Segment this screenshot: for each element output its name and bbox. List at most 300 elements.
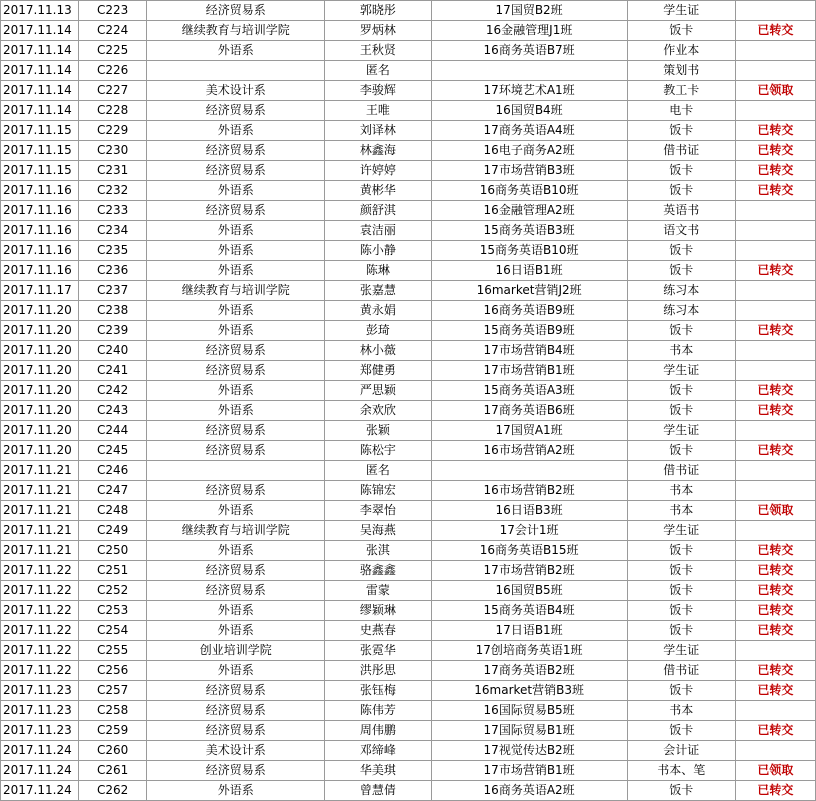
cell-code[interactable]: C224 <box>79 21 147 41</box>
cell-item[interactable]: 饭卡 <box>627 721 735 741</box>
cell-code[interactable]: C223 <box>79 1 147 21</box>
cell-name[interactable]: 王唯 <box>325 101 431 121</box>
table-row[interactable] <box>1 281 816 301</box>
cell-code[interactable]: C247 <box>79 481 147 501</box>
cell-dept[interactable]: 外语系 <box>147 541 325 561</box>
cell-date[interactable]: 2017.11.21 <box>1 461 79 481</box>
cell-date[interactable]: 2017.11.24 <box>1 741 79 761</box>
cell-dept[interactable]: 外语系 <box>147 321 325 341</box>
cell-date[interactable]: 2017.11.21 <box>1 521 79 541</box>
cell-item[interactable]: 饭卡 <box>627 181 735 201</box>
cell-class[interactable]: 17市场营销B1班 <box>431 361 627 381</box>
cell-name[interactable]: 黄彬华 <box>325 181 431 201</box>
table-row[interactable] <box>1 401 816 421</box>
cell-name[interactable]: 华美琪 <box>325 761 431 781</box>
table-row[interactable] <box>1 1 816 21</box>
cell-class[interactable]: 16market营销J2班 <box>431 281 627 301</box>
cell-item[interactable]: 饭卡 <box>627 581 735 601</box>
cell-code[interactable]: C237 <box>79 281 147 301</box>
cell-item[interactable]: 学生证 <box>627 521 735 541</box>
cell-date[interactable]: 2017.11.23 <box>1 701 79 721</box>
cell-class[interactable]: 17会计1班 <box>431 521 627 541</box>
cell-item[interactable]: 饭卡 <box>627 621 735 641</box>
cell-date[interactable]: 2017.11.20 <box>1 361 79 381</box>
cell-dept[interactable]: 美术设计系 <box>147 81 325 101</box>
cell-dept[interactable]: 经济贸易系 <box>147 721 325 741</box>
cell-status[interactable]: 已领取 <box>735 81 815 101</box>
cell-status[interactable]: 已转交 <box>735 441 815 461</box>
table-row[interactable] <box>1 41 816 61</box>
cell-dept[interactable]: 外语系 <box>147 621 325 641</box>
cell-item[interactable]: 饭卡 <box>627 401 735 421</box>
cell-dept[interactable]: 经济贸易系 <box>147 421 325 441</box>
cell-date[interactable]: 2017.11.20 <box>1 421 79 441</box>
cell-name[interactable]: 匿名 <box>325 61 431 81</box>
cell-status[interactable] <box>735 61 815 81</box>
cell-name[interactable]: 史燕春 <box>325 621 431 641</box>
cell-date[interactable]: 2017.11.23 <box>1 681 79 701</box>
cell-status[interactable] <box>735 241 815 261</box>
cell-status[interactable]: 已转交 <box>735 181 815 201</box>
cell-name[interactable]: 张淇 <box>325 541 431 561</box>
cell-dept[interactable]: 外语系 <box>147 781 325 801</box>
cell-name[interactable]: 刘译林 <box>325 121 431 141</box>
cell-item[interactable]: 饭卡 <box>627 121 735 141</box>
cell-item[interactable]: 饭卡 <box>627 681 735 701</box>
cell-code[interactable]: C226 <box>79 61 147 81</box>
cell-item[interactable]: 学生证 <box>627 421 735 441</box>
cell-class[interactable]: 16电子商务A2班 <box>431 141 627 161</box>
cell-dept[interactable]: 继续教育与培训学院 <box>147 521 325 541</box>
cell-dept[interactable]: 经济贸易系 <box>147 101 325 121</box>
cell-name[interactable]: 黄永娟 <box>325 301 431 321</box>
cell-dept[interactable]: 外语系 <box>147 381 325 401</box>
table-row[interactable] <box>1 521 816 541</box>
cell-dept[interactable]: 外语系 <box>147 601 325 621</box>
cell-item[interactable]: 借书证 <box>627 461 735 481</box>
cell-dept[interactable]: 经济贸易系 <box>147 761 325 781</box>
cell-code[interactable]: C250 <box>79 541 147 561</box>
cell-code[interactable]: C239 <box>79 321 147 341</box>
cell-class[interactable]: 16国际贸易B5班 <box>431 701 627 721</box>
cell-date[interactable]: 2017.11.17 <box>1 281 79 301</box>
cell-status[interactable]: 已转交 <box>735 541 815 561</box>
cell-date[interactable]: 2017.11.16 <box>1 221 79 241</box>
cell-date[interactable]: 2017.11.16 <box>1 181 79 201</box>
cell-status[interactable]: 已转交 <box>735 261 815 281</box>
cell-code[interactable]: C256 <box>79 661 147 681</box>
cell-class[interactable]: 17日语B1班 <box>431 621 627 641</box>
cell-dept[interactable]: 外语系 <box>147 121 325 141</box>
cell-class[interactable]: 16国贸B4班 <box>431 101 627 121</box>
cell-item[interactable]: 饭卡 <box>627 261 735 281</box>
cell-item[interactable]: 作业本 <box>627 41 735 61</box>
cell-class[interactable]: 17国际贸易B1班 <box>431 721 627 741</box>
cell-date[interactable]: 2017.11.16 <box>1 261 79 281</box>
cell-dept[interactable]: 经济贸易系 <box>147 341 325 361</box>
cell-code[interactable]: C242 <box>79 381 147 401</box>
table-row[interactable] <box>1 621 816 641</box>
cell-dept[interactable]: 经济贸易系 <box>147 161 325 181</box>
cell-dept[interactable]: 继续教育与培训学院 <box>147 21 325 41</box>
cell-date[interactable]: 2017.11.20 <box>1 441 79 461</box>
cell-code[interactable]: C227 <box>79 81 147 101</box>
cell-dept[interactable]: 经济贸易系 <box>147 141 325 161</box>
cell-code[interactable]: C225 <box>79 41 147 61</box>
cell-status[interactable]: 已转交 <box>735 121 815 141</box>
cell-status[interactable]: 已转交 <box>735 21 815 41</box>
cell-name[interactable]: 李骏辉 <box>325 81 431 101</box>
cell-code[interactable]: C255 <box>79 641 147 661</box>
cell-dept[interactable] <box>147 61 325 81</box>
cell-status[interactable]: 已转交 <box>735 601 815 621</box>
cell-dept[interactable]: 外语系 <box>147 301 325 321</box>
cell-date[interactable]: 2017.11.13 <box>1 1 79 21</box>
cell-status[interactable] <box>735 301 815 321</box>
cell-status[interactable]: 已转交 <box>735 321 815 341</box>
table-row[interactable] <box>1 501 816 521</box>
cell-code[interactable]: C243 <box>79 401 147 421</box>
cell-name[interactable]: 张霓华 <box>325 641 431 661</box>
cell-class[interactable]: 16商务英语B9班 <box>431 301 627 321</box>
cell-code[interactable]: C229 <box>79 121 147 141</box>
cell-date[interactable]: 2017.11.22 <box>1 641 79 661</box>
cell-item[interactable]: 借书证 <box>627 661 735 681</box>
cell-date[interactable]: 2017.11.14 <box>1 21 79 41</box>
cell-status[interactable] <box>735 281 815 301</box>
cell-item[interactable]: 练习本 <box>627 281 735 301</box>
cell-name[interactable]: 林鑫海 <box>325 141 431 161</box>
cell-class[interactable]: 17国贸B2班 <box>431 1 627 21</box>
cell-class[interactable] <box>431 461 627 481</box>
cell-name[interactable]: 郭晓彤 <box>325 1 431 21</box>
cell-class[interactable]: 16商务英语B10班 <box>431 181 627 201</box>
table-row[interactable] <box>1 341 816 361</box>
table-row[interactable] <box>1 181 816 201</box>
cell-name[interactable]: 李翠怡 <box>325 501 431 521</box>
cell-dept[interactable]: 外语系 <box>147 221 325 241</box>
cell-name[interactable]: 袁洁丽 <box>325 221 431 241</box>
cell-date[interactable]: 2017.11.16 <box>1 241 79 261</box>
cell-class[interactable]: 17市场营销B3班 <box>431 161 627 181</box>
cell-date[interactable]: 2017.11.22 <box>1 661 79 681</box>
cell-name[interactable]: 陈松宇 <box>325 441 431 461</box>
cell-class[interactable]: 16国贸B5班 <box>431 581 627 601</box>
cell-dept[interactable]: 外语系 <box>147 261 325 281</box>
table-row[interactable] <box>1 781 816 801</box>
table-row[interactable] <box>1 121 816 141</box>
cell-code[interactable]: C230 <box>79 141 147 161</box>
cell-dept[interactable]: 外语系 <box>147 241 325 261</box>
table-row[interactable] <box>1 361 816 381</box>
cell-class[interactable] <box>431 61 627 81</box>
cell-status[interactable]: 已转交 <box>735 661 815 681</box>
table-row[interactable] <box>1 741 816 761</box>
cell-class[interactable]: 16商务英语A2班 <box>431 781 627 801</box>
table-row[interactable] <box>1 381 816 401</box>
cell-item[interactable]: 借书证 <box>627 141 735 161</box>
table-row[interactable] <box>1 461 816 481</box>
cell-class[interactable]: 17商务英语B6班 <box>431 401 627 421</box>
cell-status[interactable]: 已转交 <box>735 621 815 641</box>
cell-name[interactable]: 陈锦宏 <box>325 481 431 501</box>
cell-code[interactable]: C257 <box>79 681 147 701</box>
cell-code[interactable]: C252 <box>79 581 147 601</box>
cell-name[interactable]: 骆鑫鑫 <box>325 561 431 581</box>
cell-status[interactable]: 已转交 <box>735 141 815 161</box>
cell-dept[interactable]: 经济贸易系 <box>147 481 325 501</box>
cell-item[interactable]: 饭卡 <box>627 561 735 581</box>
cell-date[interactable]: 2017.11.23 <box>1 721 79 741</box>
table-row[interactable] <box>1 561 816 581</box>
cell-status[interactable]: 已转交 <box>735 781 815 801</box>
cell-item[interactable]: 英语书 <box>627 201 735 221</box>
table-row[interactable] <box>1 581 816 601</box>
cell-dept[interactable]: 外语系 <box>147 401 325 421</box>
table-row[interactable] <box>1 261 816 281</box>
cell-name[interactable]: 王秋贤 <box>325 41 431 61</box>
cell-class[interactable]: 16商务英语B7班 <box>431 41 627 61</box>
cell-dept[interactable]: 经济贸易系 <box>147 681 325 701</box>
cell-name[interactable]: 曾慧倩 <box>325 781 431 801</box>
cell-item[interactable]: 学生证 <box>627 641 735 661</box>
cell-dept[interactable]: 继续教育与培训学院 <box>147 281 325 301</box>
cell-status[interactable] <box>735 1 815 21</box>
table-row[interactable] <box>1 481 816 501</box>
cell-name[interactable]: 彭琦 <box>325 321 431 341</box>
cell-item[interactable]: 饭卡 <box>627 781 735 801</box>
cell-name[interactable]: 余欢欣 <box>325 401 431 421</box>
cell-name[interactable]: 张颖 <box>325 421 431 441</box>
cell-code[interactable]: C245 <box>79 441 147 461</box>
cell-item[interactable]: 书本 <box>627 481 735 501</box>
cell-status[interactable]: 已转交 <box>735 381 815 401</box>
cell-status[interactable] <box>735 521 815 541</box>
cell-name[interactable]: 郑健勇 <box>325 361 431 381</box>
cell-status[interactable] <box>735 101 815 121</box>
cell-class[interactable]: 17视觉传达B2班 <box>431 741 627 761</box>
cell-status[interactable]: 已转交 <box>735 561 815 581</box>
cell-item[interactable]: 电卡 <box>627 101 735 121</box>
cell-class[interactable]: 17市场营销B4班 <box>431 341 627 361</box>
cell-item[interactable]: 饭卡 <box>627 241 735 261</box>
cell-code[interactable]: C262 <box>79 781 147 801</box>
cell-dept[interactable]: 外语系 <box>147 501 325 521</box>
cell-class[interactable]: 15商务英语B3班 <box>431 221 627 241</box>
cell-status[interactable]: 已转交 <box>735 581 815 601</box>
cell-dept[interactable]: 经济贸易系 <box>147 201 325 221</box>
cell-class[interactable]: 17商务英语B2班 <box>431 661 627 681</box>
cell-class[interactable]: 17创培商务英语1班 <box>431 641 627 661</box>
cell-class[interactable]: 16日语B1班 <box>431 261 627 281</box>
cell-item[interactable]: 饭卡 <box>627 161 735 181</box>
table-row[interactable] <box>1 761 816 781</box>
cell-item[interactable]: 饭卡 <box>627 601 735 621</box>
cell-status[interactable]: 已转交 <box>735 161 815 181</box>
cell-class[interactable]: 16market营销B3班 <box>431 681 627 701</box>
cell-status[interactable] <box>735 221 815 241</box>
table-row[interactable] <box>1 441 816 461</box>
cell-code[interactable]: C248 <box>79 501 147 521</box>
table-row[interactable] <box>1 321 816 341</box>
cell-class[interactable]: 15商务英语B10班 <box>431 241 627 261</box>
cell-item[interactable]: 学生证 <box>627 1 735 21</box>
cell-date[interactable]: 2017.11.21 <box>1 481 79 501</box>
cell-status[interactable] <box>735 201 815 221</box>
cell-dept[interactable]: 外语系 <box>147 661 325 681</box>
cell-date[interactable]: 2017.11.24 <box>1 761 79 781</box>
cell-class[interactable]: 16商务英语B15班 <box>431 541 627 561</box>
cell-name[interactable]: 吴海燕 <box>325 521 431 541</box>
cell-status[interactable] <box>735 641 815 661</box>
cell-dept[interactable]: 外语系 <box>147 181 325 201</box>
cell-code[interactable]: C254 <box>79 621 147 641</box>
cell-date[interactable]: 2017.11.20 <box>1 401 79 421</box>
cell-name[interactable]: 邓缔峰 <box>325 741 431 761</box>
table-row[interactable] <box>1 601 816 621</box>
cell-class[interactable]: 17市场营销B2班 <box>431 561 627 581</box>
cell-date[interactable]: 2017.11.21 <box>1 541 79 561</box>
table-row[interactable] <box>1 61 816 81</box>
cell-name[interactable]: 缪颖琳 <box>325 601 431 621</box>
cell-name[interactable]: 颜舒淇 <box>325 201 431 221</box>
cell-dept[interactable]: 经济贸易系 <box>147 561 325 581</box>
cell-status[interactable] <box>735 341 815 361</box>
cell-name[interactable]: 陈琳 <box>325 261 431 281</box>
cell-name[interactable]: 雷蒙 <box>325 581 431 601</box>
cell-code[interactable]: C244 <box>79 421 147 441</box>
cell-status[interactable] <box>735 481 815 501</box>
cell-item[interactable]: 饭卡 <box>627 321 735 341</box>
cell-class[interactable]: 16日语B3班 <box>431 501 627 521</box>
table-row[interactable] <box>1 701 816 721</box>
table-row[interactable] <box>1 721 816 741</box>
table-row[interactable] <box>1 201 816 221</box>
cell-item[interactable]: 饭卡 <box>627 381 735 401</box>
cell-date[interactable]: 2017.11.20 <box>1 341 79 361</box>
cell-date[interactable]: 2017.11.20 <box>1 301 79 321</box>
cell-name[interactable]: 林小薇 <box>325 341 431 361</box>
table-row[interactable] <box>1 221 816 241</box>
cell-item[interactable]: 教工卡 <box>627 81 735 101</box>
cell-class[interactable]: 16市场营销B2班 <box>431 481 627 501</box>
cell-class[interactable]: 15商务英语A3班 <box>431 381 627 401</box>
cell-item[interactable]: 书本 <box>627 501 735 521</box>
cell-date[interactable]: 2017.11.20 <box>1 381 79 401</box>
cell-dept[interactable]: 经济贸易系 <box>147 441 325 461</box>
cell-name[interactable]: 匿名 <box>325 461 431 481</box>
cell-class[interactable]: 16金融管理J1班 <box>431 21 627 41</box>
cell-name[interactable]: 陈小静 <box>325 241 431 261</box>
cell-code[interactable]: C258 <box>79 701 147 721</box>
table-row[interactable] <box>1 301 816 321</box>
cell-date[interactable]: 2017.11.14 <box>1 41 79 61</box>
cell-code[interactable]: C261 <box>79 761 147 781</box>
cell-code[interactable]: C228 <box>79 101 147 121</box>
cell-name[interactable]: 陈伟芳 <box>325 701 431 721</box>
cell-item[interactable]: 饭卡 <box>627 21 735 41</box>
cell-dept[interactable]: 外语系 <box>147 41 325 61</box>
cell-status[interactable] <box>735 361 815 381</box>
cell-code[interactable]: C236 <box>79 261 147 281</box>
cell-date[interactable]: 2017.11.15 <box>1 161 79 181</box>
cell-status[interactable] <box>735 701 815 721</box>
cell-dept[interactable] <box>147 461 325 481</box>
cell-class[interactable]: 17环境艺术A1班 <box>431 81 627 101</box>
cell-code[interactable]: C259 <box>79 721 147 741</box>
cell-date[interactable]: 2017.11.20 <box>1 321 79 341</box>
cell-status[interactable]: 已转交 <box>735 681 815 701</box>
cell-code[interactable]: C260 <box>79 741 147 761</box>
cell-date[interactable]: 2017.11.16 <box>1 201 79 221</box>
cell-status[interactable]: 已领取 <box>735 501 815 521</box>
cell-class[interactable]: 16金融管理A2班 <box>431 201 627 221</box>
cell-date[interactable]: 2017.11.15 <box>1 121 79 141</box>
cell-class[interactable]: 16市场营销A2班 <box>431 441 627 461</box>
cell-class[interactable]: 15商务英语B4班 <box>431 601 627 621</box>
cell-code[interactable]: C246 <box>79 461 147 481</box>
table-row[interactable] <box>1 681 816 701</box>
cell-date[interactable]: 2017.11.22 <box>1 601 79 621</box>
cell-item[interactable]: 练习本 <box>627 301 735 321</box>
cell-item[interactable]: 书本 <box>627 701 735 721</box>
cell-date[interactable]: 2017.11.24 <box>1 781 79 801</box>
cell-dept[interactable]: 经济贸易系 <box>147 1 325 21</box>
cell-item[interactable]: 书本 <box>627 341 735 361</box>
cell-item[interactable]: 饭卡 <box>627 441 735 461</box>
cell-date[interactable]: 2017.11.22 <box>1 581 79 601</box>
cell-class[interactable]: 15商务英语B9班 <box>431 321 627 341</box>
cell-code[interactable]: C249 <box>79 521 147 541</box>
cell-code[interactable]: C240 <box>79 341 147 361</box>
cell-item[interactable]: 饭卡 <box>627 541 735 561</box>
table-row[interactable] <box>1 81 816 101</box>
cell-status[interactable]: 已领取 <box>735 761 815 781</box>
cell-code[interactable]: C235 <box>79 241 147 261</box>
cell-name[interactable]: 罗炳林 <box>325 21 431 41</box>
cell-date[interactable]: 2017.11.22 <box>1 621 79 641</box>
cell-name[interactable]: 洪彤思 <box>325 661 431 681</box>
cell-status[interactable] <box>735 741 815 761</box>
cell-code[interactable]: C233 <box>79 201 147 221</box>
cell-code[interactable]: C231 <box>79 161 147 181</box>
cell-date[interactable]: 2017.11.22 <box>1 561 79 581</box>
cell-item[interactable]: 会计证 <box>627 741 735 761</box>
cell-date[interactable]: 2017.11.15 <box>1 141 79 161</box>
cell-date[interactable]: 2017.11.14 <box>1 61 79 81</box>
cell-dept[interactable]: 经济贸易系 <box>147 361 325 381</box>
cell-status[interactable] <box>735 461 815 481</box>
cell-code[interactable]: C238 <box>79 301 147 321</box>
cell-code[interactable]: C251 <box>79 561 147 581</box>
cell-status[interactable] <box>735 41 815 61</box>
cell-name[interactable]: 严思颖 <box>325 381 431 401</box>
cell-class[interactable]: 17商务英语A4班 <box>431 121 627 141</box>
cell-code[interactable]: C241 <box>79 361 147 381</box>
cell-code[interactable]: C234 <box>79 221 147 241</box>
cell-item[interactable]: 语文书 <box>627 221 735 241</box>
table-row[interactable] <box>1 141 816 161</box>
table-row[interactable] <box>1 101 816 121</box>
cell-dept[interactable]: 美术设计系 <box>147 741 325 761</box>
cell-dept[interactable]: 经济贸易系 <box>147 581 325 601</box>
cell-date[interactable]: 2017.11.14 <box>1 81 79 101</box>
cell-code[interactable]: C232 <box>79 181 147 201</box>
table-row[interactable] <box>1 21 816 41</box>
cell-item[interactable]: 学生证 <box>627 361 735 381</box>
cell-name[interactable]: 张钰梅 <box>325 681 431 701</box>
cell-date[interactable]: 2017.11.21 <box>1 501 79 521</box>
